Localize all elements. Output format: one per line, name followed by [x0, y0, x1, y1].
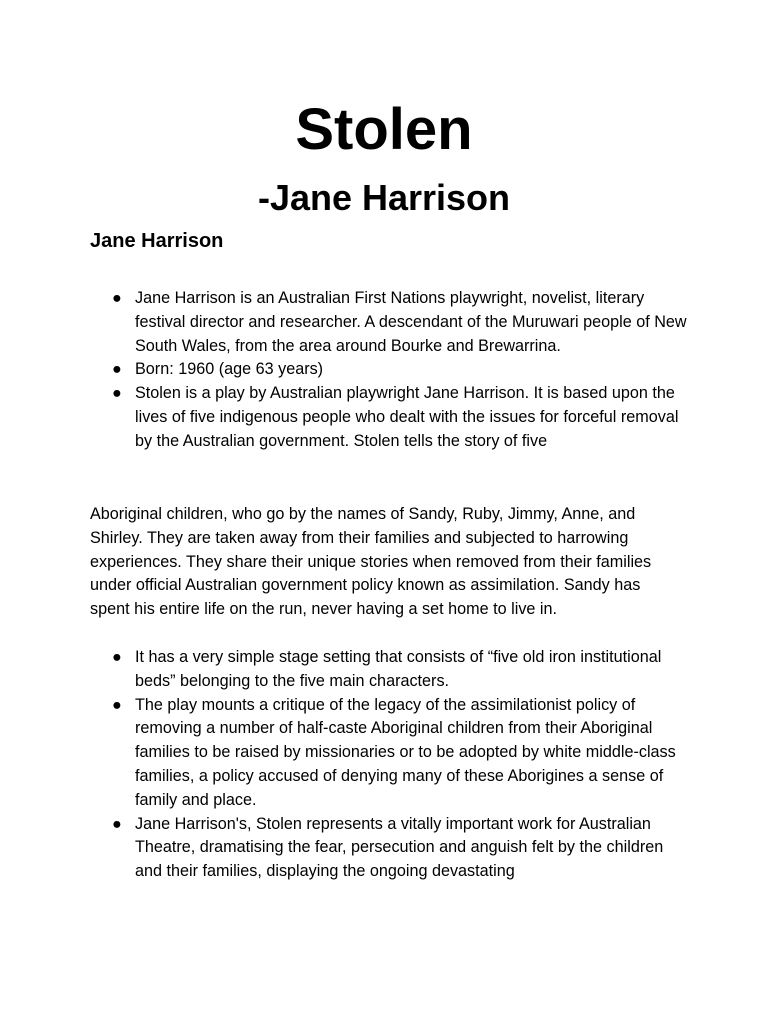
document-title: Stolen	[295, 97, 473, 162]
bullet-icon: ●	[112, 814, 122, 833]
bullet-icon: ●	[112, 289, 122, 307]
list-item	[90, 694, 690, 813]
list-item	[90, 287, 690, 358]
bullet-list-bottom	[90, 646, 690, 884]
document-subtitle: -Jane Harrison	[257, 177, 511, 218]
section-heading: Jane Harrison	[90, 230, 224, 252]
list-item-text: The play mounts a critique of the legacy of the assimilationist policy of removing a number of half-caste Aboriginal children from their Aboriginal families to be raised by missionaries or to be adopted by white middle-class families, a policy accused of denying many of these Aborigines a sense of family and place.	[135, 695, 676, 809]
body-paragraph: Aboriginal children, who go by the names of Sandy, Ruby, Jimmy, Anne, and Shirley. They are taken away from their families and subjected to harrowing experiences. They share their unique stories when removed from their families under official Australian government policy known as assimilation. Sandy has spent his entire life on the run, never having a set home to live in.	[90, 505, 652, 619]
bullet-icon: ●	[112, 384, 122, 403]
list-item-text: Jane Harrison is an Australian First Nations playwright, novelist, literary festival director and researcher. A descendant of the Muruwari people of New South Wales, from the area around Bourke and Brewarrina.	[135, 289, 687, 355]
list-item-text: Stolen is a play by Australian playwright Jane Harrison. It is based upon the lives of five indigenous people who dealt with the issues for forceful removal by the Australian government. Stolen tells the story of five	[135, 384, 679, 450]
bullet-icon: ●	[112, 648, 122, 666]
list-item	[90, 358, 690, 382]
list-item-text: Jane Harrison's, Stolen represents a vitally important work for Australian Theatre, dramatising the fear, persecution and anguish felt by the children and their families, displaying the ongoing devastating	[135, 814, 664, 881]
list-item	[90, 813, 690, 884]
bullet-list-top	[90, 287, 690, 454]
bullet-icon: ●	[112, 360, 122, 379]
list-item-text: It has a very simple stage setting that consists of “five old iron institutional beds” belonging to the five main characters.	[135, 648, 662, 690]
list-item-text: Born: 1960 (age 63 years)	[135, 360, 324, 379]
list-item	[90, 646, 690, 694]
list-item	[90, 382, 690, 453]
bullet-icon: ●	[112, 695, 122, 714]
